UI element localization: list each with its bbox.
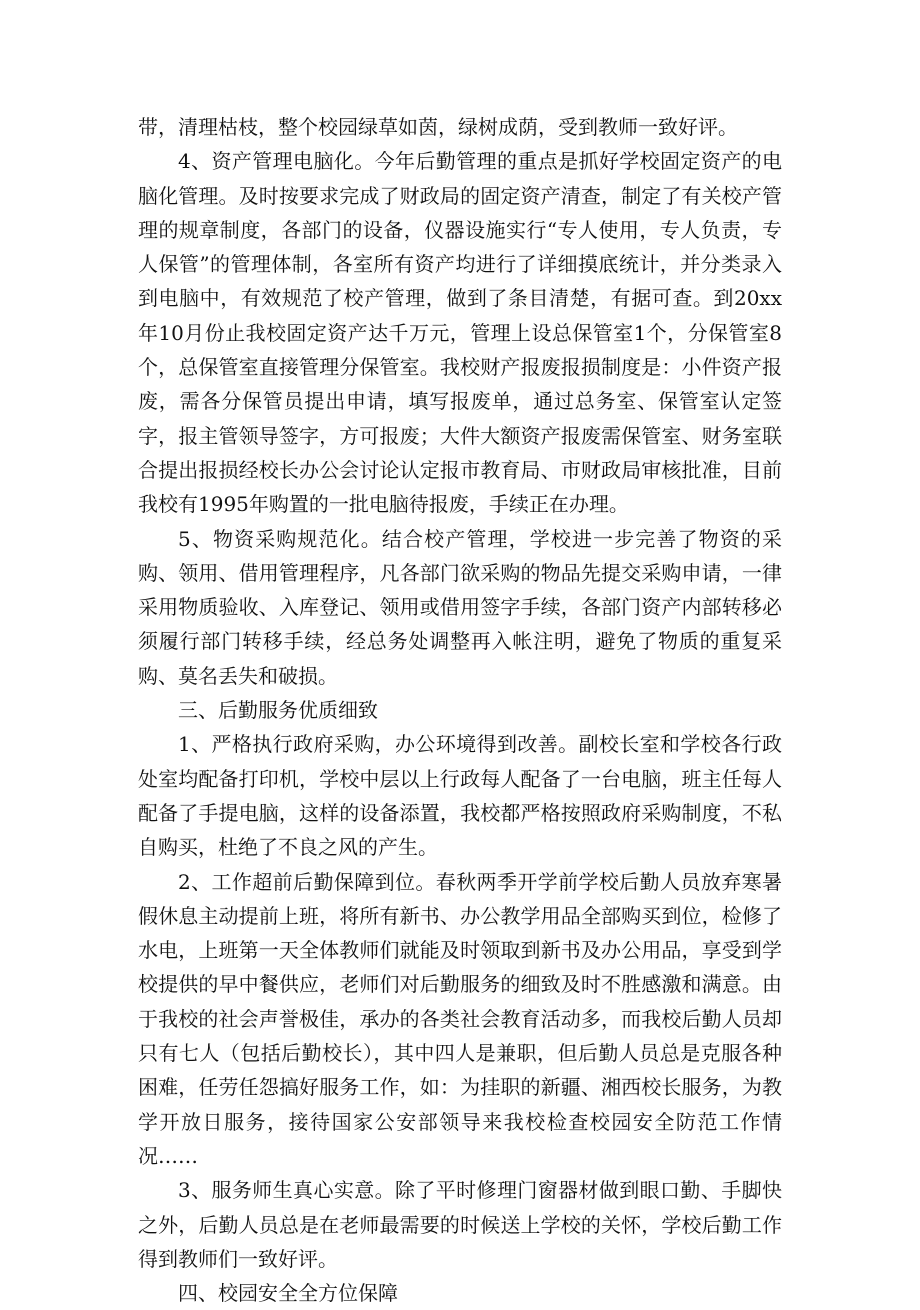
document-page: [138, 110, 782, 1310]
paragraph-logistics-support: 2、工作超前后勤保障到位。春秋两季开学前学校后勤人员放弃寒暑假休息主动提前上班，将所有新书、办公教学用品全部购买到位，检修了水电，上班第一天全体教师们就能及时领取到新书及办公用品，享受到学校提供的早中餐供应，老师们对后勤服务的细致及时不胜感激和满意。由于我校的社会声誉极佳，承办的各类社会教育活动多，而我校后勤人员却只有七人（包括后勤校长），其中四人是兼职，但后勤人员总是克服各种困难，任劳任怨搞好服务工作，如：为挂职的新疆、湘西校长服务，为教学开放日服务，接待国家公安部领导来我校检查校园安全防范工作情况……: [138, 869, 782, 1168]
paragraph-government-procurement: 1、严格执行政府采购，办公环境得到改善。副校长室和学校各行政处室均配备打印机，学校中层以上行政每人配备了一台电脑，班主任每人配备了手提电脑，这样的设备添置，我校都严格按照政府采购制度，不私自购买，杜绝了不良之风的产生。: [138, 732, 782, 860]
paragraph-procurement: 5、物资采购规范化。结合校产管理，学校进一步完善了物资的采购、领用、借用管理程序，凡各部门欲采购的物品先提交采购申请，一律采用物质验收、入库登记、领用或借用签字手续，各部门资产内部转移必须履行部门转移手续，经总务处调整再入帐注明，避免了物质的重复采购、莫名丢失和破损。: [138, 526, 782, 688]
paragraph-asset-management: 4、资产管理电脑化。今年后勤管理的重点是抓好学校固定资产的电脑化管理。及时按要求完成了财政局的固定资产清查，制定了有关校产管理的规章制度，各部门的设备，仪器设施实行“专人使用，专人负责，专人保管”的管理体制，各室所有资产均进行了详细摸底统计，并分类录入到电脑中，有效规范了校产管理，做到了条目清楚，有据可查。到20xx年10月份止我校固定资产达千万元，管理上设总保管室1个，分保管室8个，总保管室直接管理分保管室。我校财产报废报损制度是：小件资产报废，需各分保管员提出申请，填写报废单，通过总务室、保管室认定签字，报主管领导签字，方可报废；大件大额资产报废需保管室、财务室联合提出报损经校长办公会讨论认定报市教育局、市财政局审核批准，目前我校有1995年购置的一批电脑待报废，手续正在办理。: [138, 149, 782, 517]
paragraph-service-staff: 3、服务师生真心实意。除了平时修理门窗器材做到眼口勤、手脚快之外，后勤人员总是在老师最需要的时候送上学校的关怀，学校后勤工作得到教师们一致好评。: [138, 1178, 782, 1271]
paragraph-continuation: 带，清理枯枝，整个校园绿草如茵，绿树成荫，受到教师一致好评。: [138, 115, 738, 139]
section-heading-logistics-service: 三、后勤服务优质细致: [178, 698, 378, 723]
section-heading-campus-safety: 四、校园安全全方位保障: [178, 1281, 398, 1306]
